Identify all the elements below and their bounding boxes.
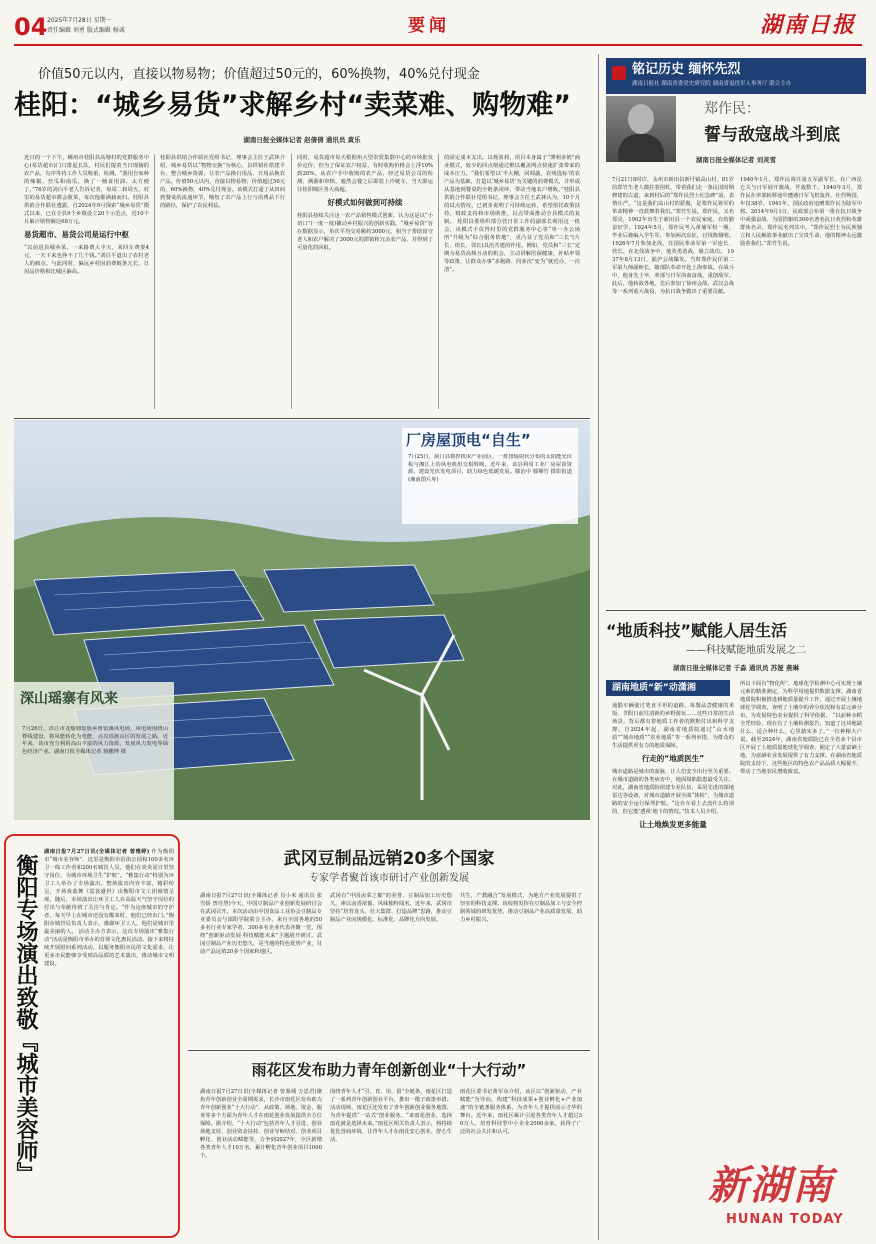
sidebar-text-2: 活动主办方表示，这次专场演出“雅集行动”活动是衡阳市举办的首场文化惠民活动。接下来将持续开展慰问系列活动，以服务衡阳市民的文化需求，让更多市民能够享受到高品质的艺术演出，推动城市文明建设。 (44, 929, 174, 967)
issue-date: 2025年7月28日 星期一 (47, 17, 112, 24)
martyr-text-1: 7月21日8时许，永州市新田县新圩镇高山村，81岁的郑竹生老人微拄着拐杖，带着我们走一条民国时期修建的古道，来到村后的“郑作民烈士纪念碑”前，表情庄严。“这是我们高山村的骄傲，是郑作民将军的革命精神一直鼓舞着我们。”郑竹生说。郑作民，又名郑亮，1902年出生于新田县一个农民家庭，自幼勤奋好学。1924年5月，郑作民考入黄埔军校一期，毕业后被编入学生军，参加两次东征，讨伐陈炯明。1926年7月参加北伐，任国民革命军第一军连长、营长。在北伐战争中，他英勇善战，屡立战功。 (612, 177, 734, 255)
tofu-col-1: 湖南日报7月27日讯(全媒体记者 肖小米 通讯员 张雪娇 曾佳慧)今天，中国豆制品产业创新发展研讨会在武冈召开。本次活动由中国食品工业协会豆制品专业委员会与邵阳学院联合主办，来自全国各地的50多名行业专家学者、300多名企业代表齐聚一堂，围绕“创新驱动发展·科技赋能未来”主题展开研讨。武冈豆制品产业历史悠久，是当地的特色优势产业，目前产品远销20多个国家和地区。 (200, 893, 322, 955)
geology-tag (606, 680, 730, 696)
sidebar-feature (4, 834, 180, 1238)
lead-col-3 (297, 154, 433, 409)
geology-subhead-2: 让土地焕发更多能量 (639, 820, 707, 829)
sidebar-body (44, 848, 174, 1232)
tofu-subhead: 专家学者聚首该市研讨产业创新发展 (309, 873, 469, 884)
geology-col-2 (740, 680, 862, 1170)
geology-headline: “地质科技”赋能人居生活 (606, 621, 788, 640)
tofu-story (188, 840, 590, 1045)
lead-story (14, 60, 590, 415)
lead-col-1b-text: “以前进县城卖菜，一来路费大半天，来回车费要4元，一天下来也挣不了几个钱。”刘白平道出了农村老人的痛点。与此同时，偏远乡村因消费链条冗长，日用品价格相比城区偏高。 (24, 245, 149, 275)
tofu-headline: 武冈豆制品远销20多个国家 (283, 849, 495, 869)
masthead-logo: 湖南日报 (760, 12, 857, 38)
lead-col-1-text: 近日的一个下午，郴州市桂阳县高塘村的党群服务中心(易货超市)门口排起长队，村民们提着当日现摘的农产品，有序等待工作人员称重、检测。“我用自家种的辣椒、丝瓜和南瓜，换了一桶食用油，太方便了。”76岁的刘白平老人告诉记者，每周二和周五，村里的易货超市都会收菜，每次他都满载而归。桂阳县供销合作联社透露，自2024年9月探索“城乡易货”模式以来，已在全县9个乡镇设立20个示范点，近10个月累计销售额达68万元。 (24, 155, 149, 225)
yuhua-col-2: 围绕青年人才“引、育、用、留”全链条，雨花区打造了一系列青年创新创业平台，推出一揽子政策举措。活动现场，雨花区还发布了青年创新创业服务地图，为青年提供“一站式”创业服务。“来雨花创业，选择雨花就是选择未来。”雨花区相关负责人表示，将持续优化营商环境，让青年人才在雨花安心创业、舒心生活。 (330, 1089, 452, 1143)
lead-headline: 桂阳：“城乡易货”求解乡村“卖菜难、购物难” (14, 90, 571, 121)
photo2-caption-box (14, 682, 174, 820)
solar-factory-photo (14, 420, 590, 820)
header-rule (14, 44, 862, 46)
martyr-col-1 (612, 176, 734, 602)
lead-col-4-text: 的固定成本支出。以观盈利，项目本身属于“薄利多销”商业模式，较少的回点则通过维以覆盖网点快速扩张带来的成本压力。“我们希望以‘半大棚，同调蔬，农残选标’的农产品为基础，打造以‘城乡易货’为关键的消费模式，并形成从基地到餐桌的全链条闭环，带动当地农户增收。”桂阳县供销合作联社党组书记、理事会主任王武林认为，10个月的试点情况，已初步说明了可持续运转，希望依托政策扶持、财政支持和市场助推，以点带面推动全县模式的复制。 (444, 155, 580, 225)
lead-col-2: 桂阳县供销合作联社党组书记、理事会主任王武林介绍，城乡易货以“物物交换”为核心，县供销社搭建平台，整合城乡资源，让农产品换日用品、日用品换农产品。价值50元以内，直接以物易物；价值超过50元的，60%换物，40%兑付现金。该模式打通了从田间到餐桌的流通环节，缩短了农产品上行与消费品下行的路径，保护了农民利益。 (160, 155, 285, 209)
geology-tag-label: 湖南地质“新”动潇湘 (612, 683, 696, 693)
sidebar-dateline: 湖南日报7月27日讯(全媒体记者 曾雅婷) (44, 849, 150, 855)
geology-byline: 湖南日报全媒体记者 于淼 通讯员 苏娅 燕琳 (672, 664, 800, 672)
lead-col-1 (24, 154, 149, 414)
geology-subhead: ——科技赋能地质发展之二 (686, 645, 806, 656)
photo2-title: 深山瑶寨有风来 (20, 691, 118, 707)
lead-byline: 湖南日报全媒体记者 赵倩倩 通讯员 黄乐 (243, 136, 361, 144)
photo2-caption: 7月26日，洪江市龙船塘瑶族乡鲁留溪风电场，风电场围绕山脊线建设，将风能转化为电能，点亮瑶族山区的发展之路。近年来，该市充分利用高山丰富的风力资源，发展风力发电等绿色经济产业。湖南日报全媒体记者 蒋鹏博 摄 (22, 726, 168, 755)
yuhua-story (188, 1054, 590, 1240)
yuhua-col-3: 雨花区委书记黄军东介绍，该区以“创新驱动，产业赋能”为导向，构建“科技成果+创业孵化+产业加速”的全链条服务体系，为青年人才提供展示才华的舞台。近年来，雨花区累计引进各类青年人才超过30万人，培育科技型中小企业2000余家，获得了广泛的社会关注和认可。 (460, 1089, 582, 1135)
lead-col-4b-text: 桂阳县委组织部分管日常工作的副部长利用这一机会，该模式不仅得村里的党群服务中心等“单一办公场所”升级为“综合服务阵地”，更凸显了党员和“三长”(片长、组长、邻长)具治共建的作用。例如，党员和“三长”定期为易货高频互动的机会，主动讲解医保健康、补贴申领等政策，让群众办事“多跑路、同多次”变为“就近办、一次清”。 (444, 219, 580, 273)
photo1-caption: 7月25日，洞口县数控机床产业园区，一排排辐射状分布的太阳能光伏板与湘江上的风电机组交相辉映。近年来，该县利用工业厂房屋顶资源，建设光伏发电项目，助力绿色低碳发展。滕治中 滕柳竹 摄影报道(湘南图片库) (408, 454, 572, 483)
yuhua-headline: 雨花区发布助力青年创新创业“十大行动” (251, 1061, 527, 1079)
geology-text-4: “以前种水稻全凭经验，现在有了土壤检测报告，知道了这块地缺什么、适合种什么，心里踏实多了。”一位种粮大户说。截至2024年，湖南省地质院已在全省多个县市区开展了土地质量地球化学调查，圈定了大量富硒土地，为富硒农业发展提供了有力支撑。在湖南省地质院的支持下，这些地区的特色农产品品质大幅提升，带动了当地农民增收致富。 (740, 713, 862, 775)
page-header (0, 0, 876, 50)
geology-text-1: 通勤车辆驶过笔直平坦的道路，每餐品尝健康的米饭，节假日前往清新的乡野游玩……这些日常的生活场景，背后都有着地质工作者的默默付出和科学支撑。自2024年起，湖南省地质院通过“山水地质”“城市地质”“农业地质”等一系列举措，为群众的生活提供更有力的地质保障。 (612, 703, 734, 749)
martyr-banner-title: 铭记历史 缅怀先烈 (632, 62, 741, 77)
martyr-kicker: 郑作民： (704, 101, 760, 117)
sidebar-text: 作为衡阳市“城市美容师”，这里是衡阳市沿街公园和100多名环卫一线工作者和200名城管人员，他们在炎炎夏日里坚守岗位，为城市环境卫生“护航”。“雅集行动”特别为环卫工人举办了专场演出。整场演出内容丰富，精彩纷呈，开场戏曲舞《霓裳盛世》由衡阳市文工团倾情呈现。随后，本场演出让环卫工人在高温天气坚守岗位的付出与奉献得到了关注与肯定。“作为这座城市的守护者，每天早上在城市还没有醒来时，他们已经出门。”衡阳市城管局负责人表示，感谢环卫工人，他们是城市里最美丽的人。 (44, 849, 174, 935)
yuhua-col-1: 湖南日报7月27日讯(全媒体记者 曾鉴瑀 万思君)聚焦青年创新创业全周期需求，长沙市雨花区发布助力青年创新创业“十大行动”，从政策、场地、资金、服务等多个方面为青年人才在雨花创业发展提供全方位保障。据介绍，“十大行动”包括青年人才引进、创业场地支持、创业资金扶持、创业导师结对、创业项目孵化、创业活动赋能等，力争到2027年，全区新增各类青年人才10万名，累计孵化青年创业项目1000个。 (200, 1089, 322, 1159)
watermark-sub: HUNAN TODAY (726, 1212, 844, 1227)
lead-col-4 (444, 154, 580, 409)
lead-subhead-2: 好模式如何做到可持续 (327, 198, 403, 207)
lead-col-3b-text: 桂阳县持续关注这一农产品销售模式创新，认为这是以“小切口”(一度一度)撬动乡村振兴的创新实践。“城乡易货”旨在数据显示，单次平均交易额约3000元，相当于帮助留守老人和农户解决了3000元的滞销和冗余农产品，并得到了可量化的回报。 (297, 213, 433, 251)
sidebar-headline: 衡阳专场演出致敬『城市美容师』 (13, 854, 39, 1184)
watermark-logo-text: 新湖南 (708, 1162, 834, 1209)
page-number: 04 (14, 13, 48, 41)
martyr-banner (606, 58, 866, 94)
martyr-text-2: 1937年8月13日，淞沪会战爆发。当时郑作民任第二军第九师副师长，随部队奉命开赴上海参战。在战斗中，他身先士卒，率部与日军浴血奋战，重创敌军。此后，他转战各地，先后参加了徐州会战、武汉会战等一系列重大战役，为抗日战争做出了重要贡献。 (612, 249, 734, 295)
tofu-col-2: 武冈有“中国卤菜之都”的美誉，豆制品加工历史悠久，素以卤香浓郁、风味独特闻名。近年来，武冈市坚持“培育龙头、壮大集群、打造品牌”思路，推动豆制品产业向规模化、标准化、品牌化方向发展。 (330, 893, 452, 923)
martyr-byline: 湖南日报全媒体记者 刘灵雪 (695, 156, 777, 164)
lead-kicker: 价值50元以内，直接以物易物；价值超过50元的，60%换物，40%兑付现金 (38, 67, 480, 82)
tofu-col-3: 共生，产教融合“发展模式，为地方产业发展提供了坚实的科技支撑。该校将发挥在豆制品加工与安全控制领域的研发优势，推动豆制品产业高质量发展，助力乡村振兴。 (460, 893, 582, 923)
photo1-title: 厂房屋顶电“自生” (406, 431, 531, 449)
watermark-logo (708, 1160, 868, 1240)
photo1-caption-box (402, 428, 578, 524)
martyr-col-2: 1940年1月，郑作民调任第五军副军长，在广西昆仑关与日军展开激战，歼敌数千。1940年3月，郑作民在率部转移途中遭遇日军飞机轰炸，壮烈殉国，年仅38岁。1941年，国民政府追赠郑作民为陆军中将。2014年9月1日，民政部公布第一批在抗日战争中顽强奋战、为国捐躯的300名著名抗日英烈和英雄群体名录，郑作民名列其中。“郑作民烈士为民族独立和人民解放事业献出了宝贵生命，他的精神永远激励着我们。”郑竹生说。 (740, 177, 862, 247)
lead-subhead-1: 易货超市、易货公司是运行中枢 (24, 230, 129, 239)
martyr-banner-sub: 湖南日报社 湖南省委党史研究院 湖南省退役军人事务厅 联合主办 (632, 81, 792, 87)
martyr-headline: 誓与敌寇战斗到底 (704, 125, 840, 145)
geology-subhead-1: 行走的“地质医生” (641, 754, 705, 763)
geology-story (606, 614, 866, 1240)
martyr-portrait (606, 96, 676, 162)
martyr-story (606, 58, 866, 606)
geology-text-2: 城市道路是城市的血脉，让人们安全出行至关重要。在城市道路的各类病害中，地面塌陷隐患最受关注。对此，湖南省地质院组建专业队伍，采用先进的探地雷达等设备，对城市道路开展全面“体检”，为城市道路的安全运行保驾护航。“这台车看上去没什么特别的，但它能‘透视’地下的情况。”技术人员介绍。 (612, 769, 734, 815)
lead-col-3-text: 同时，易货超市每天根据州大型农贸集散中心的市场批发价定价，但为了保证农户权益，有时收购价格会上浮10%到20%。从农户手中收购的农产品，经过易货公司的检测、溯源和审核，毅然会餐之后即装上冷链车，当天即运往桂阳城区各大商超。 (297, 155, 433, 193)
geology-text-3: 所以下面有“物化所”，地球化学检测中心可实现土壤元素的精准测定，为科学用地提供数据支撑。湖南省地质院积极推进耕地质量提升工作，通过开展土壤地球化学调查，查明了土壤中的养分状况和有益元素分布，为发展特色农业提供了科学依据。 (740, 681, 862, 719)
editor-credits: 责任编辑 刘勇 版式编辑 杨诚 (47, 27, 125, 34)
banner-flag-icon (612, 66, 626, 80)
section-name: 要闻 (408, 16, 450, 36)
geology-col-1 (612, 702, 734, 1236)
